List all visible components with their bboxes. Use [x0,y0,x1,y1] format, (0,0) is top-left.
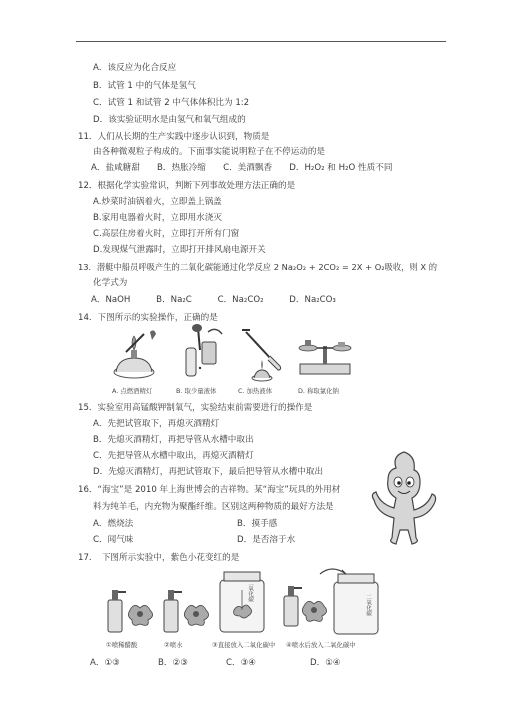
q10-option-d: D．该实验证明水是由氢气和氧气组成的 [93,115,246,125]
q17-figure-3-jar-co2 [214,566,272,636]
q14-caption-d: D. 称取氯化钠 [298,387,339,395]
q10-option-b: B．试管 1 中的气体是氢气 [93,81,196,91]
q15-option-a: A．先把试管取下，再熄灭酒精灯 [93,419,220,429]
q16-option-d: D．是否溶于水 [237,535,296,545]
q11-options: A．盐咸糖甜 B．热胀冷缩 C．美酒飘香 D．H₂O₂ 和 H₂O 性质不同 [91,163,393,173]
q16-option-b: B．摸手感 [237,519,278,529]
q17-caption-1: ①喷稀醋酸 [106,641,138,649]
q17-option-a: A．①③ [90,658,120,668]
q15-option-d: D．先熄灭酒精灯，再把试管取下，最后把导管从水槽中取出 [93,467,324,477]
q12-option-a: A.炒菜时油锅着火，立即盖上锅盖 [93,197,222,207]
q17-figure-1-spray-vinegar [104,580,158,634]
header-rule [76,41,446,42]
q14-caption-b: B. 取少量液体 [176,387,217,395]
q13-options: A．NaOH B．Na₂C C．Na₂CO₂ D．Na₂CO₃ [91,295,336,305]
q17-option-b: B．②③ [158,658,188,668]
q17-jar-label-2: 二氧化碳 [365,594,371,617]
q15-stem: 15．实验室用高锰酸钾制氧气，实验结束前需要进行的操作是 [78,403,313,413]
q15-option-b: B．先熄灭酒精灯，再把导管从水槽中取出 [93,435,254,445]
q12-option-b: B.家用电器着火时，立即用水浇灭 [93,213,222,223]
q16-stem-line1: 16．“海宝”是 2010 年上海世博会的吉祥物。某“海宝”玩具的外用材 [78,485,341,495]
q12-stem: 12．根据化学实验常识，判断下列事故处理方法正确的是 [78,181,296,191]
q17-caption-2: ②喷水 [164,641,183,649]
q13-stem-line1: 13．潜艇中船员呼吸产生的二氧化碳能通过化学反应 2 Na₂O₂ + 2CO₂ = 2X + O₂吸收，则 X 的 [78,262,437,272]
q16-stem-line2: 料为纯羊毛，内充物为聚酯纤维。区别这两种物质的最好方法是 [93,502,334,512]
q14-stem: 14．下图所示的实验操作，正确的是 [78,313,218,323]
q17-jar-label-1: 二氧化碳 [247,580,253,603]
q14-figure-d-balance [294,334,356,382]
q14-caption-c: C. 加热液体 [238,387,273,395]
haibao-mascot-image [368,450,440,546]
q14-figure-a-lamp [106,328,168,382]
q11-stem-line2: 由各种微观粒子构成的。下面事实能说明粒子在不停运动的是 [93,147,326,157]
q17-figure-4-jar-co2 [316,566,386,638]
q15-option-c: C．先把导管从水槽中取出，再熄灭酒精灯 [93,451,254,461]
q16-option-c: C．闻气味 [93,535,134,545]
q11-stem-line1: 11．人们从长期的生产实践中逐步认识到，物质是 [78,132,270,142]
q16-option-a: A．燃烧法 [93,519,134,529]
q14-caption-a: A. 点燃酒精灯 [112,387,153,395]
q12-option-d: D.发现煤气泄露时，立即打开排风扇电源开关 [93,245,266,255]
q17-figure-2-spray-water [160,580,214,634]
q14-figure-c-heating [232,326,292,384]
q17-option-d: D．①④ [310,658,341,668]
q10-option-a: A．该反应为化合反应 [93,63,177,73]
q17-stem: 17． 下图所示实验中，紫色小花变红的是 [78,553,240,563]
q12-option-c: C.高层住房着火时，立即打开所有门窗 [93,229,240,239]
q13-stem-line2: 化学式为 [93,278,128,288]
q17-caption-4: ④喷水后放入二氧化碳中 [286,641,356,649]
q17-option-c: C．③④ [226,658,257,668]
q17-caption-3: ③直接放入二氧化碳中 [212,641,276,649]
q14-figure-b-dropper [172,322,228,382]
q10-option-c: C．试管 1 和试管 2 中气体体积比为 1:2 [93,98,250,108]
